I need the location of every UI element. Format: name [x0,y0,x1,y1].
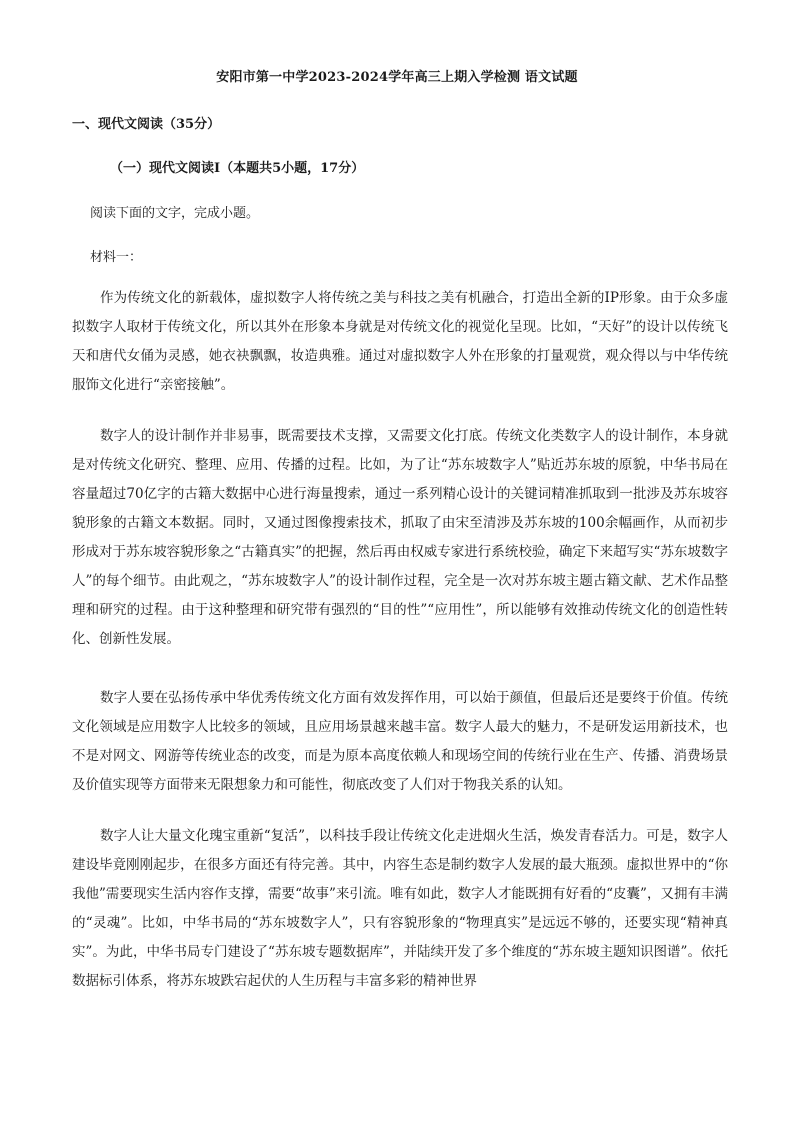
exam-title: 安阳市第一中学2023-2024学年高三上期入学检测 语文试题 [216,70,578,85]
paragraph-2: 数字人的设计制作并非易事，既需要技术支撑，又需要文化打底。传统文化类数字人的设计制作，本身就是对传统文化研究、整理、应用、传播的过程。比如，为了让“苏东坡数字人”贴近苏东坡的原貌，中华书局在容量超过70亿字的古籍大数据中心进行海量搜索，通过一系列精心设计的关键词精准抓取到一批涉及苏东坡容貌形象的古籍文本数据。同时，又通过图像搜索技术，抓取了由宋至清涉及苏东坡的100余幅画作，从而初步形成对于苏东坡容貌形象之“古籍真实”的把握，然后再由权威专家进行系统校验，确定下来超写实“苏东坡数字人”的每个细节。由此观之，“苏东坡数字人”的设计制作过程，完全是一次对苏东坡主题古籍文献、艺术作品整理和研究的过程。由于这种整理和研究带有强烈的“目的性”“应用性”，所以能够有效推动传统文化的创造性转化、创新性发展。 [72,428,728,647]
section-heading: 一、现代文阅读（35分） [72,117,221,132]
instruction-text: 阅读下面的文字，完成小题。 [90,206,260,221]
material-label: 材料一： [90,250,143,265]
paragraph-1: 作为传统文化的新载体，虚拟数字人将传统之美与科技之美有机融合，打造出全新的IP形象。由于众多虚拟数字人取材于传统文化，所以其外在形象本身就是对传统文化的视觉化呈现。比如，“天好”的设计以传统飞天和唐代女俑为灵感，她衣袂飘飘，妆造典雅。通过对虚拟数字人外在形象的打量观赏，观众得以与中华传统服饰文化进行“亲密接触”。 [72,290,728,393]
subsection-heading: （一）现代文阅读Ⅰ（本题共5小题，17分） [110,161,365,176]
paragraph-3: 数字人要在弘扬传承中华优秀传统文化方面有效发挥作用，可以始于颜值，但最后还是要终于价值。传统文化领域是应用数字人比较多的领域，且应用场景越来越丰富。数字人最大的魅力，不是研发运用新技术，也不是对网文、网游等传统业态的改变，而是为原本高度依赖人和现场空间的传统行业在生产、传播、消费场景及价值实现等方面带来无限想象力和可能性，彻底改变了人们对于物我关系的认知。 [72,690,728,793]
paragraph-4: 数字人让大量文化瑰宝重新“复活”，以科技手段让传统文化走进烟火生活，焕发青春活力。可是，数字人建设毕竟刚刚起步，在很多方面还有待完善。其中，内容生态是制约数字人发展的最大瓶颈。虚拟世界中的“你我他”需要现实生活内容作支撑，需要“故事”来引流。唯有如此，数字人才能既拥有好看的“皮囊”，又拥有丰满的“灵魂”。比如，中华书局的“苏东坡数字人”，只有容貌形象的“物理真实”是远远不够的，还要实现“精神真实”。为此，中华书局专门建设了“苏东坡专题数据库”，并陆续开发了多个维度的“苏东坡主题知识图谱”。依托数据标引体系，将苏东坡跌宕起伏的人生历程与丰富多彩的精神世界 [72,828,728,989]
